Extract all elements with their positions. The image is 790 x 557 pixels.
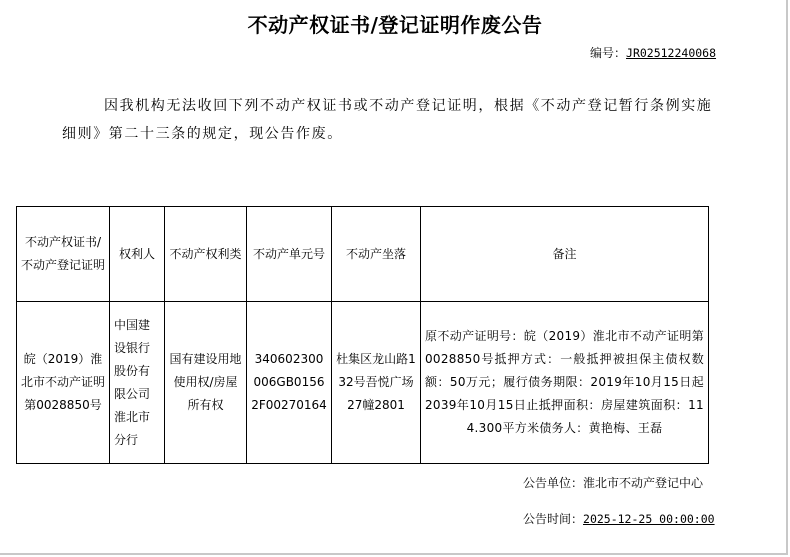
header-right-holder: 权利人 bbox=[110, 207, 165, 302]
serial-number bbox=[590, 44, 716, 61]
announcing-org bbox=[523, 474, 703, 491]
page-title: 不动产权证书/登记证明作废公告 bbox=[247, 13, 543, 37]
header-certificate: 不动产权证书/不动产登记证明 bbox=[17, 207, 110, 302]
header-remarks: 备注 bbox=[421, 207, 709, 302]
cell-right-holder: 中国建设银行股份有限公司淮北市分行 bbox=[110, 302, 165, 464]
org-value: 淮北市不动产登记中心 bbox=[583, 476, 704, 490]
header-right-type: 不动产权利类 bbox=[165, 207, 247, 302]
records-table bbox=[16, 206, 709, 464]
header-location: 不动产坐落 bbox=[332, 207, 421, 302]
cell-unit-number: 340602300006GB01562F00270164 bbox=[247, 302, 332, 464]
time-value: 2025-12-25 00:00:00 bbox=[583, 512, 715, 526]
table-row bbox=[17, 302, 709, 464]
serial-label: 编号： bbox=[590, 46, 627, 60]
announcement-time bbox=[523, 510, 715, 527]
table-header-row bbox=[17, 207, 709, 302]
serial-value: JR02512240068 bbox=[626, 46, 717, 60]
notice-paragraph: 因我机构无法收回下列不动产权证书或不动产登记证明，根据《不动产登记暂行条例实施细则》第二十三条的规定，现公告作废。 bbox=[62, 98, 713, 142]
header-unit-number: 不动产单元号 bbox=[247, 207, 332, 302]
time-label: 公告时间： bbox=[523, 512, 584, 526]
org-label: 公告单位： bbox=[523, 476, 584, 490]
cell-remarks: 原不动产证明号：皖（2019）淮北市不动产证明第0028850号抵押方式：一般抵押被担保主债权数额：50万元；履行债务期限：2019年10月15日起2039年10月15日止抵押面积：房屋建筑面积：114.300平方米债务人：黄艳梅、王磊 bbox=[421, 302, 709, 464]
cell-certificate: 皖（2019）淮北市不动产证明第0028850号 bbox=[17, 302, 110, 464]
cell-location: 杜集区龙山路132号吾悦广场27幢2801 bbox=[332, 302, 421, 464]
cell-right-type: 国有建设用地使用权/房屋所有权 bbox=[165, 302, 247, 464]
